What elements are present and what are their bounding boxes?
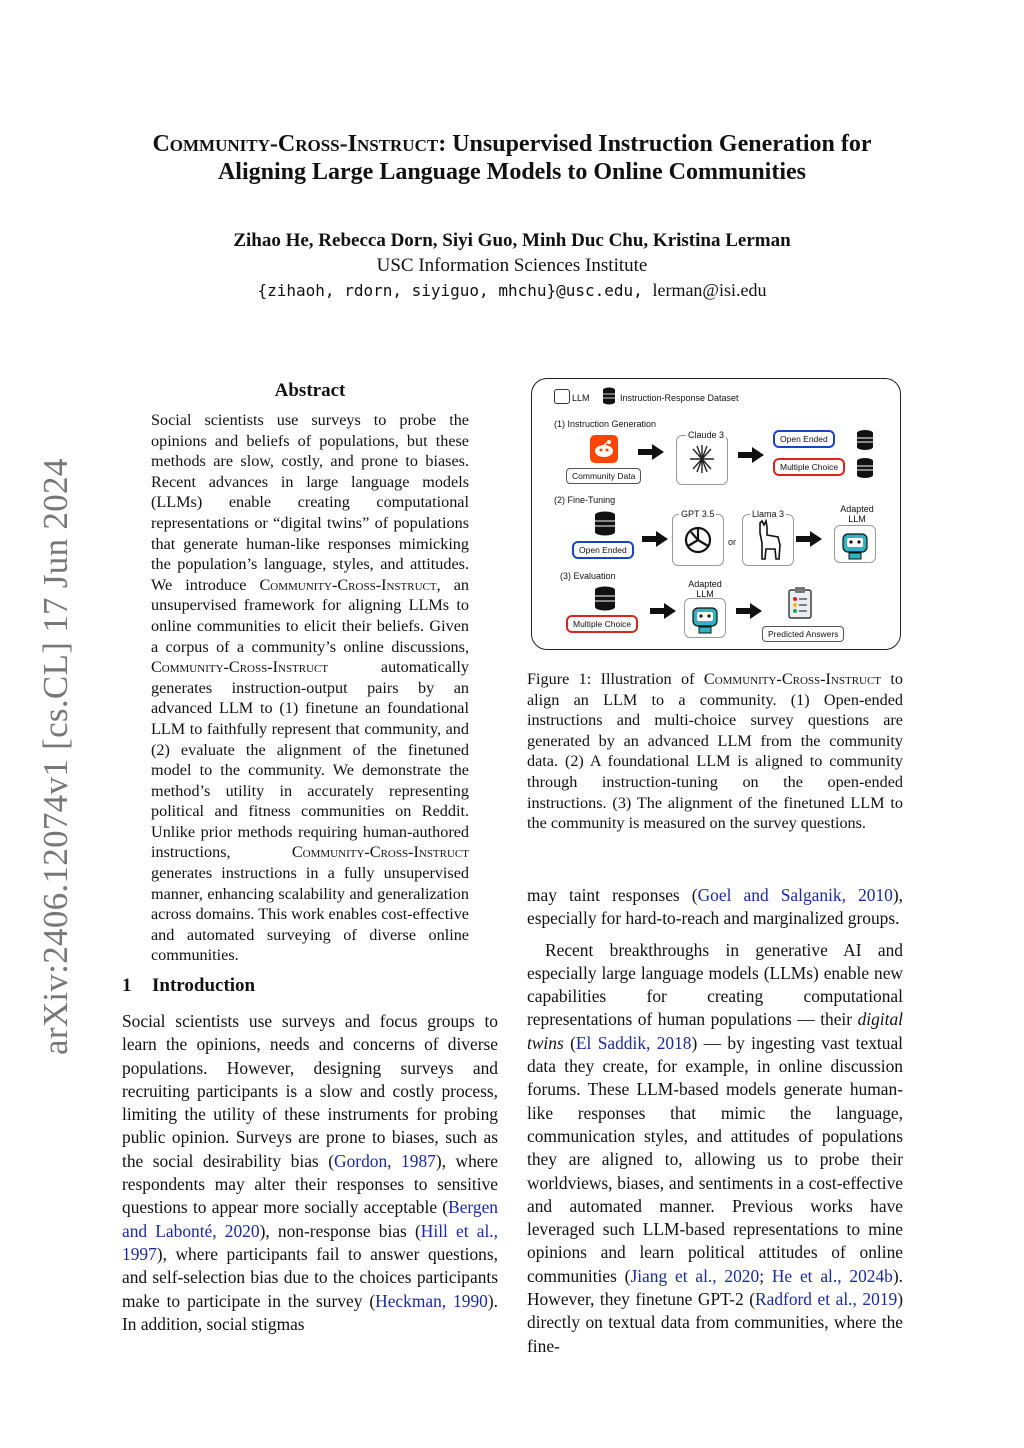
or-label: or — [728, 537, 737, 547]
adapted-llm-label: Adapted LLM — [840, 504, 874, 524]
legend-dataset: Instruction-Response Dataset — [620, 393, 739, 403]
claude-label: Claude 3 — [688, 430, 725, 440]
text: ). In addition, social stigmas — [122, 1290, 498, 1334]
caption-text: to align an LLM to a community. (1) Open-ended instructions and multi-choice survey questions are generated by an advanced LLM from the community data. (2) A foundational LLM is aligned to community through instruction-tuning on the open-ended instructions. (3) The alignment of the finetuned LLM to the community is measured on the survey questions. — [527, 670, 904, 833]
llm-legend-box — [554, 389, 570, 404]
text: ) directly on textual data from communities, where the fine- — [527, 1289, 904, 1356]
title-system-name: Community-Cross-Instruct — [152, 131, 439, 157]
arrow-icon — [642, 531, 668, 547]
multiple-choice-pill: Multiple Choice — [773, 458, 845, 476]
text: ), where respondents may alter their responses to sensitive questions to appear more socially acceptable ( — [122, 1150, 499, 1218]
stage1-label: (1) Instruction Generation — [554, 419, 657, 429]
citation-link[interactable]: Jiang et al., 2020 — [630, 1265, 760, 1286]
openai-icon — [682, 524, 714, 556]
abstract-text: generates instructions in a fully unsupervised manner, enhancing scalability and generalization across domains. This work enables cost-effective and automated surveying of diverse online communities. — [151, 864, 469, 965]
clipboard-icon — [786, 586, 814, 620]
stage3-label: (3) Evaluation — [560, 571, 616, 581]
abstract-text: automatically generates instruction-output pairs by an advanced LLM to (1) finetune an foundational LLM to faithfully represent that community, and (2) evaluate the alignment of the finetuned model to the community. We demonstrate the method’s utility in accurately representing political and fitness communities on Reddit. Unlike prior methods requiring human-authored instructions, — [151, 658, 469, 862]
affiliation: USC Information Sciences Institute — [376, 255, 648, 276]
section-title: Introduction — [152, 975, 256, 996]
caption-system-name: Community-Cross-Instruct — [703, 670, 882, 688]
abstract-system-name: Community-Cross-Instruct — [259, 575, 437, 594]
arrow-icon — [796, 531, 822, 547]
llama-icon — [752, 519, 784, 561]
arrow-icon — [650, 603, 676, 619]
llama-label: Llama 3 — [752, 509, 785, 519]
text: ; — [759, 1265, 772, 1286]
text: Recent breakthroughs in generative AI and especially large language models (LLMs) enable new capabilities for creating computational representations of human populations — their — [527, 939, 903, 1030]
adapted-llm-box — [834, 525, 876, 563]
text: Social scientists use surveys and focus groups to learn the opinions, needs and concerns of diverse populations. However, designing surveys and recruiting participants is a slow and costly process, limiting the utility of these instruments for probing public opinion. Surveys are prone to biases, such as the social desirability bias ( — [122, 1011, 498, 1171]
citation-link[interactable]: Gordon, 1987 — [334, 1150, 436, 1171]
adapted-llm-box — [684, 598, 726, 638]
citation-link[interactable]: He et al., 2024b — [771, 1265, 893, 1286]
emails-mono: {zihaoh, rdorn, siyiguo, mhchu}@usc.edu, — [257, 281, 643, 300]
section-number: 1 — [122, 975, 132, 996]
text: ) — by ingesting vast textual data they create, for example, in online discussion forums. These LLM-based models generate human-like responses that mimic the language, communication styles, and attitudes of populations they are aligned to, allowing us to probe their worldviews, biases, and sentiments in a cost-effective and automated manner. Previous works have leveraged such LLM-based representations to mine opinions and learn political attitudes of online communities ( — [527, 1032, 903, 1286]
database-icon — [594, 586, 616, 612]
database-icon — [856, 457, 874, 479]
figure-1 — [531, 378, 901, 650]
arxiv-stamp: arXiv:2406.12074v1 [cs.CL] 17 Jun 2024 — [36, 458, 75, 1055]
paragraph — [527, 939, 903, 1358]
adapted-llm-label: Adapted LLM — [688, 579, 722, 599]
paper-title — [100, 130, 924, 186]
caption-text: Figure 1: Illustration of — [527, 670, 704, 688]
legend-llm: LLM — [572, 393, 590, 403]
text: ), where participants fail to answer questions, and self-selection bias due to the choices participants make to participate in the survey ( — [122, 1243, 498, 1311]
figure-caption — [527, 669, 903, 834]
title-rest: : Unsupervised Instruction Generation for — [438, 131, 872, 157]
intro-left-column — [122, 1010, 498, 1336]
emails — [100, 280, 924, 301]
abstract-text: Social scientists use surveys to probe the opinions and beliefs of populations, but these methods are slow, costly, and prone to biases. Recent advances in large language models (LLMs) enable creating computational representations or “digital twins” of populations that generate human-like responses mimicking the population’s language, styles, and attitudes. We introduce — [151, 411, 469, 594]
database-icon — [856, 429, 874, 451]
database-icon — [594, 511, 616, 537]
multiple-choice-pill: Multiple Choice — [566, 615, 638, 633]
abstract-text: , an unsupervised framework for aligning LLMs to online communities to elicit their beliefs. Given a corpus of a community’s online discussions, — [151, 575, 470, 656]
text: ), non-response bias ( — [259, 1220, 421, 1241]
paragraph — [122, 1010, 498, 1336]
arrow-icon — [736, 603, 762, 619]
emphasis: digital twins — [527, 1009, 903, 1053]
community-data-label: Community Data — [566, 468, 641, 484]
text: ( — [563, 1032, 576, 1053]
citation-link[interactable]: El Saddik, 2018 — [575, 1032, 692, 1053]
citation-link[interactable]: Radford et al., 2019 — [755, 1289, 898, 1310]
arrow-icon — [738, 447, 764, 463]
authors: Zihao He, Rebecca Dorn, Siyi Guo, Minh Duc Chu, Kristina Lerman — [233, 230, 791, 251]
section-heading — [122, 975, 255, 997]
open-ended-pill: Open Ended — [773, 430, 835, 448]
claude-icon — [688, 443, 716, 475]
open-ended-pill: Open Ended — [572, 541, 634, 559]
paragraph — [527, 884, 903, 931]
intro-right-column — [527, 884, 903, 1358]
predicted-answers-label: Predicted Answers — [762, 626, 844, 642]
emails-alt: lerman@isi.edu — [652, 280, 767, 300]
reddit-icon — [590, 435, 618, 463]
text: ), especially for hard-to-reach and marginalized groups. — [527, 885, 903, 929]
arrow-icon — [638, 444, 664, 460]
citation-link[interactable]: Hill et al., 1997 — [122, 1220, 499, 1264]
database-icon — [602, 387, 616, 405]
citation-link[interactable]: Heckman, 1990 — [375, 1290, 488, 1311]
citation-link[interactable]: Bergen and Labonté, 2020 — [122, 1197, 498, 1241]
gpt-label: GPT 3.5 — [681, 509, 715, 519]
stage2-label: (2) Fine-Tuning — [554, 495, 616, 505]
abstract-system-name: Community-Cross-Instruct — [151, 658, 329, 677]
robot-icon — [835, 526, 875, 562]
citation-link[interactable]: Goel and Salganik, 2010 — [697, 885, 893, 905]
abstract-body — [151, 410, 469, 966]
robot-icon — [685, 599, 725, 637]
title-line2: Aligning Large Language Models to Online Communities — [217, 159, 807, 185]
text: may taint responses ( — [527, 885, 698, 905]
abstract-system-name: Community-Cross-Instruct — [291, 843, 469, 862]
abstract-heading: Abstract — [274, 380, 346, 401]
text: ). However, they finetune GPT-2 ( — [527, 1265, 903, 1310]
